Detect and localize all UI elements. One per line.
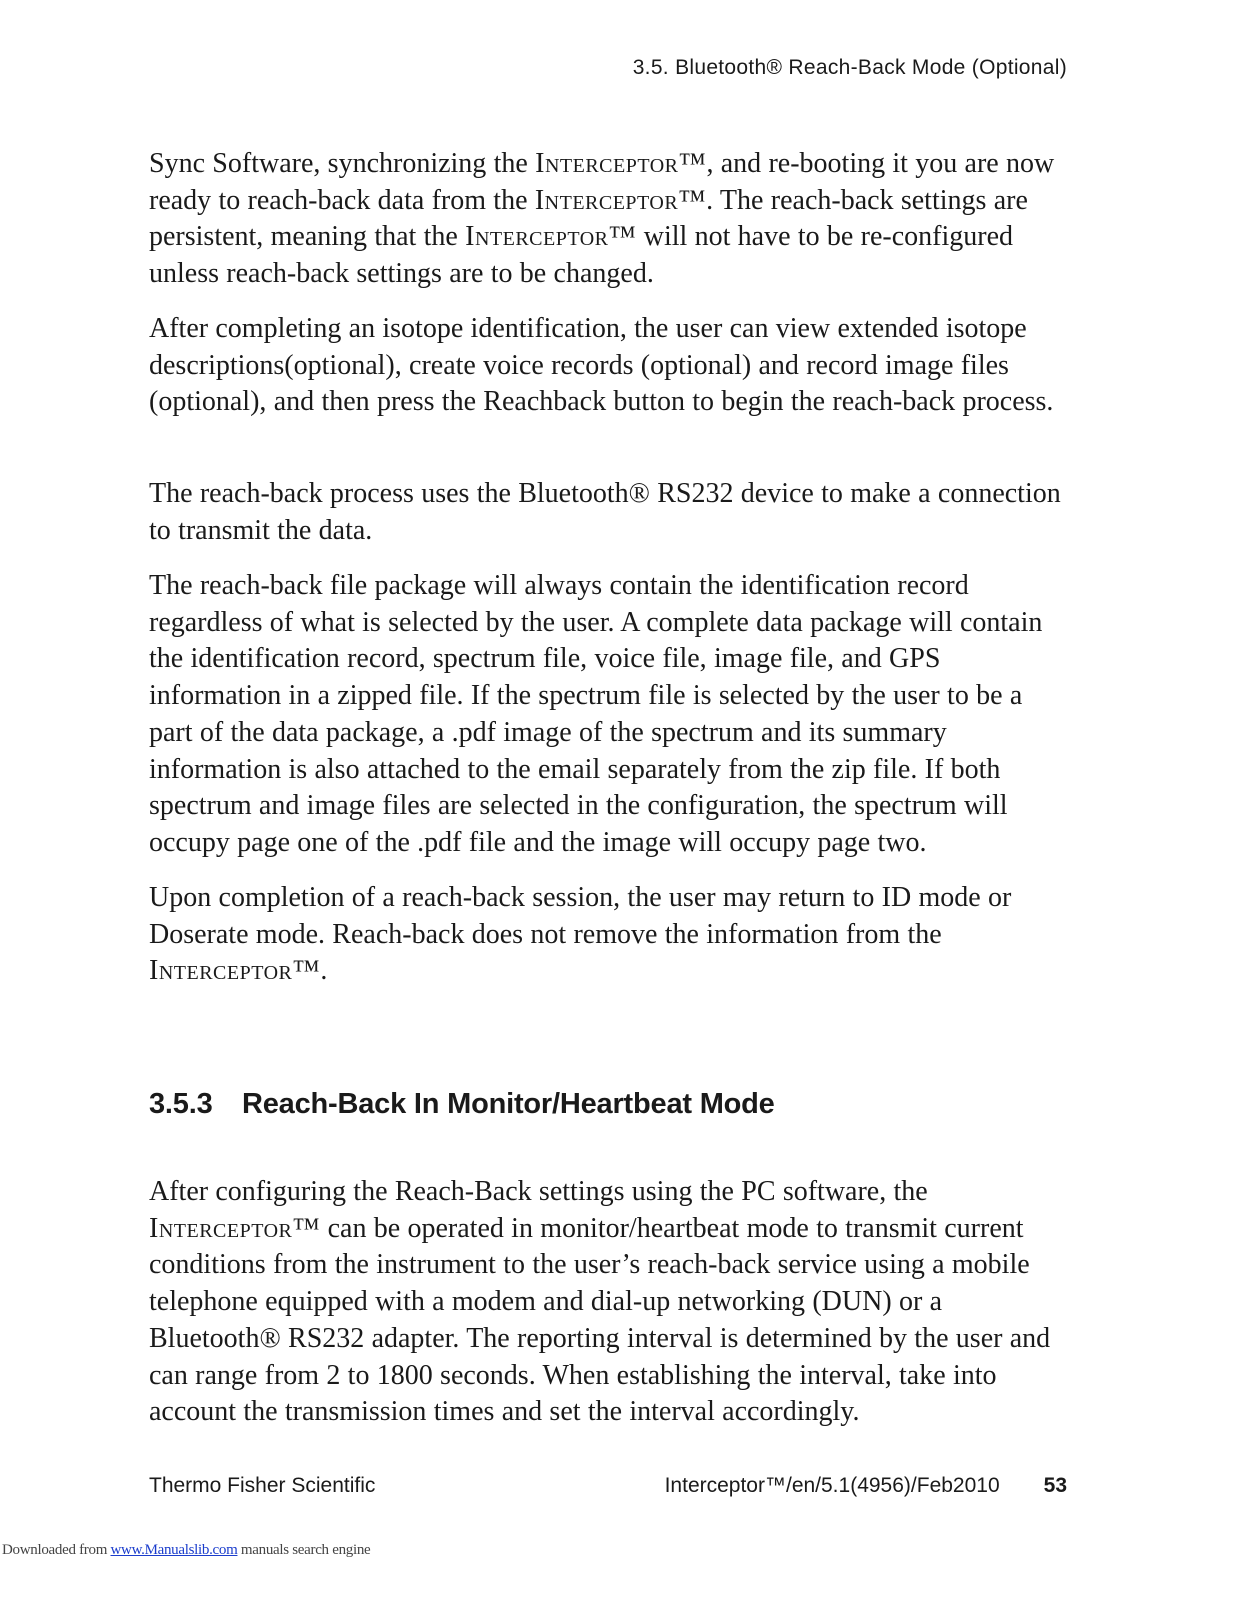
p1-text-g: will not have to be re-configured unless reach-back settings are to be changed.	[149, 221, 1013, 290]
p4-text: The reach-back file package will always contain the identification record regardless of what is selected by the user. A complete data package will contain the identification record, spectrum file, voice file, image file, and GPS information in a zipped file. If the spectrum file is selected by the user to be a part of the data package, a .pdf image of the spectrum and its summary information is also attached to the email separately from the zip file. If both spectrum and image files are selected in the configuration, the spectrum will occupy page one of the .pdf file and the image will occupy page two.	[149, 570, 1043, 858]
paragraph-5	[149, 880, 1071, 990]
watermark-link[interactable]: www.Manualslib.com	[110, 1542, 238, 1558]
paragraph-1	[149, 146, 1071, 293]
paragraph-6	[149, 1174, 1071, 1431]
product-name: Interceptor™	[535, 148, 707, 179]
p5-text-c: .	[320, 955, 328, 987]
section-title: Reach-Back In Monitor/Heartbeat Mode	[242, 1088, 775, 1120]
product-name: Interceptor™	[534, 184, 707, 216]
paragraph-4	[149, 568, 1071, 862]
section-number: 3.5.3	[149, 1088, 213, 1120]
p5-text-a: Upon completion of a reach-back session, the user may return to ID mode or Doserate mode. Reach-back does not remove the information from the	[149, 882, 1012, 950]
footer-doc-id: Interceptor™/en/5.1(4956)/Feb2010	[664, 1474, 1000, 1497]
p1-text-e: . The reach-back settings are persistent, meaning that the	[149, 184, 1028, 253]
p3-text: The reach-back process uses the Bluetooth® RS232 device to make a connection to transmit the data.	[149, 478, 1061, 546]
running-header: 3.5. Bluetooth® Reach-Back Mode (Optional)	[632, 56, 1067, 79]
product-name: Interceptor™	[465, 221, 637, 253]
watermark-suffix: manuals search engine	[237, 1542, 371, 1558]
paragraph-2	[149, 311, 1071, 421]
p6-text-a: After configuring the Reach-Back settings using the PC software, the	[149, 1176, 928, 1207]
product-name: Interceptor™	[149, 955, 321, 987]
paragraph-3	[149, 476, 1071, 549]
section-heading	[149, 1088, 775, 1121]
watermark-prefix: Downloaded from	[2, 1542, 111, 1558]
p2-text: After completing an isotope identification, the user can view extended isotope descriptions(optional), create voice records (optional) and record image files (optional), and then press the Reachback button to begin the reach-back process.	[149, 313, 1054, 418]
p1-text-c: , and re-booting it you are now ready to reach-back data from the	[149, 148, 1055, 216]
footer-company: Thermo Fisher Scientific	[149, 1474, 376, 1497]
footer-right	[665, 1474, 1067, 1498]
page-number: 53	[1043, 1474, 1067, 1497]
download-watermark	[2, 1542, 370, 1559]
p1-text-a: Sync Software, synchronizing the	[149, 148, 536, 179]
p6-text-c: can be operated in monitor/heartbeat mode to transmit current conditions from the instrument to the user’s reach-back service using a mobile telephone equipped with a modem and dial-up networking (DUN) or a Bluetooth® RS232 adapter. The reporting interval is determined by the user and can range from 2 to 1800 seconds. When establishing the interval, take into account the transmission times and set the interval accordingly.	[149, 1212, 1051, 1428]
product-name: Interceptor™	[149, 1212, 321, 1244]
